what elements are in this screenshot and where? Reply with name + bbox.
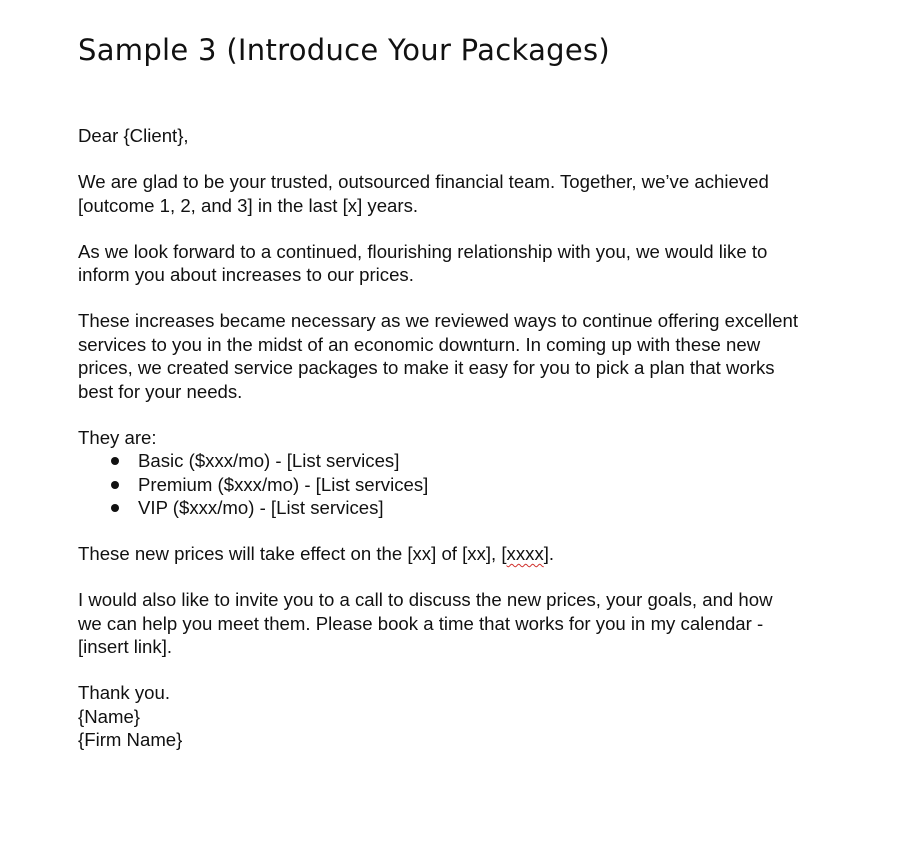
paragraph-partnership [78,170,868,217]
package-label: VIP ($xxx/mo) - [List services] [138,497,384,518]
paragraph-line: inform you about increases to our prices. [78,264,414,285]
paragraph-call-invite [78,588,868,659]
closing-name: {Name} [78,705,141,727]
bullet-icon [111,481,119,489]
paragraph-line: I would also like to invite you to a call to discuss the new prices, your goals, and how [78,589,773,610]
paragraph-line: [insert link]. [78,636,173,657]
effective-date-text: These new prices will take effect on the [xx] of [xx], [78,543,502,564]
package-item-basic [78,449,868,473]
paragraph-line: prices, we created service packages to make it easy for you to pick a plan that works [78,357,775,378]
closing-block [78,681,868,752]
closing-firm: {Firm Name} [78,729,183,750]
spellcheck-flagged-word: xxxx [506,543,544,564]
closing-thanks: Thank you. [78,682,170,703]
letter-body [78,124,868,752]
packages-intro: They are: [78,426,157,448]
package-item-premium [78,473,868,497]
bracket-open: [ [501,543,507,564]
paragraph-line: These increases became necessary as we reviewed ways to continue offering excellent [78,310,799,331]
document-title: Sample 3 (Introduce Your Packages) [78,33,611,67]
packages-list [78,449,868,520]
bullet-icon [111,457,119,465]
paragraph-reason [78,309,868,403]
bracket-close: ]. [543,543,555,564]
package-label: Basic ($xxx/mo) - [List services] [138,450,400,471]
package-item-vip [78,496,868,520]
paragraph-line: services to you in the midst of an economic downturn. In coming up with these new [78,333,761,355]
paragraph-effective-date [78,542,868,566]
bullet-icon [111,504,119,512]
greeting: Dear {Client}, [78,125,189,146]
paragraph-line: [outcome 1, 2, and 3] in the last [x] years. [78,194,419,216]
paragraph-line: We are glad to be your trusted, outsourced financial team. Together, we’ve achieved [78,171,769,192]
paragraph-price-increase [78,240,868,287]
paragraph-line: As we look forward to a continued, flourishing relationship with you, we would like to [78,240,768,262]
paragraph-line: best for your needs. [78,380,243,402]
package-label: Premium ($xxx/mo) - [List services] [138,473,429,495]
paragraph-line: we can help you meet them. Please book a time that works for you in my calendar - [78,612,764,634]
